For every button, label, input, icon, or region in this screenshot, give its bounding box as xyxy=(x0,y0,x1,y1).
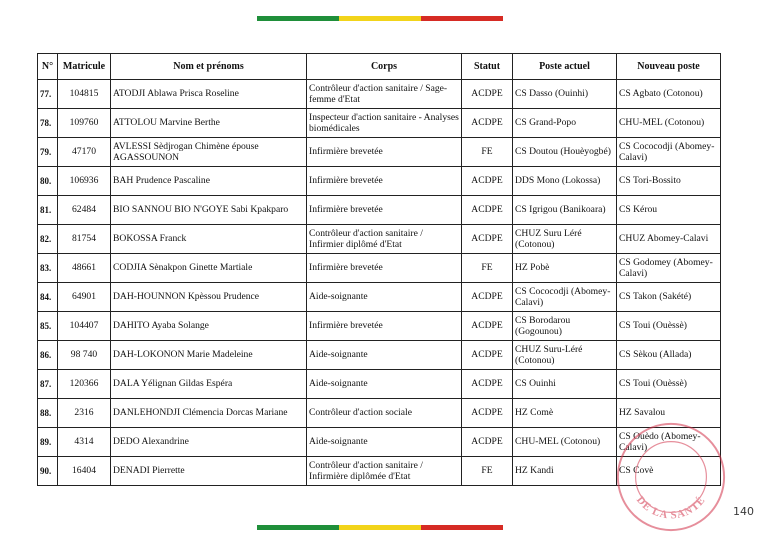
name-cell: BIO SANNOU BIO N'GOYE Sabi Kpakparo xyxy=(111,196,307,225)
name-cell: AVLESSI Sèdjrogan Chimène épouse AGASSOUNON xyxy=(111,138,307,167)
new-post-cell: HZ Savalou xyxy=(617,399,721,428)
current-post-cell: CS Grand-Popo xyxy=(513,109,617,138)
statut-cell: ACDPE xyxy=(462,80,513,109)
new-post-cell: CHUZ Abomey-Calavi xyxy=(617,225,721,254)
matricule-cell: 62484 xyxy=(58,196,111,225)
name-cell: DAHITO Ayaba Solange xyxy=(111,312,307,341)
row-number: 88. xyxy=(38,399,58,428)
new-post-cell: CS Agbato (Cotonou) xyxy=(617,80,721,109)
statut-cell: FE xyxy=(462,457,513,486)
current-post-cell: CS Ouinhi xyxy=(513,370,617,399)
row-number: 87. xyxy=(38,370,58,399)
row-number: 86. xyxy=(38,341,58,370)
statut-cell: ACDPE xyxy=(462,399,513,428)
name-cell: DAH-HOUNNON Kpèssou Prudence xyxy=(111,283,307,312)
flag-yellow xyxy=(339,16,421,21)
current-post-cell: CS Igrigou (Banikoara) xyxy=(513,196,617,225)
name-cell: DEDO Alexandrine xyxy=(111,428,307,457)
table-row xyxy=(38,109,721,138)
statut-cell: ACDPE xyxy=(462,167,513,196)
matricule-cell: 81754 xyxy=(58,225,111,254)
matricule-cell: 47170 xyxy=(58,138,111,167)
current-post-cell: HZ Comè xyxy=(513,399,617,428)
row-number: 81. xyxy=(38,196,58,225)
corps-cell: Infirmière brevetée xyxy=(307,312,462,341)
new-post-cell: CS Toui (Ouèssè) xyxy=(617,312,721,341)
header-statut: Statut xyxy=(462,54,513,80)
corps-cell: Infirmière brevetée xyxy=(307,196,462,225)
row-number: 82. xyxy=(38,225,58,254)
new-post-cell: CS Takon (Sakété) xyxy=(617,283,721,312)
header-poste-actuel: Poste actuel xyxy=(513,54,617,80)
name-cell: BAH Prudence Pascaline xyxy=(111,167,307,196)
flag-red xyxy=(421,525,503,530)
row-number: 84. xyxy=(38,283,58,312)
table-row xyxy=(38,312,721,341)
new-post-cell: CS Godomey (Abomey-Calavi) xyxy=(617,254,721,283)
table-row xyxy=(38,138,721,167)
row-number: 85. xyxy=(38,312,58,341)
table-row xyxy=(38,283,721,312)
flag-red xyxy=(421,16,503,21)
table-row xyxy=(38,80,721,109)
matricule-cell: 98 740 xyxy=(58,341,111,370)
statut-cell: ACDPE xyxy=(462,225,513,254)
statut-cell: ACDPE xyxy=(462,428,513,457)
matricule-cell: 48661 xyxy=(58,254,111,283)
new-post-cell: CS Ouèdo (Abomey-Calavi) xyxy=(617,428,721,457)
corps-cell: Aide-soignante xyxy=(307,341,462,370)
corps-cell: Infirmière brevetée xyxy=(307,138,462,167)
current-post-cell: HZ Pobè xyxy=(513,254,617,283)
matricule-cell: 104407 xyxy=(58,312,111,341)
current-post-cell: CHU-MEL (Cotonou) xyxy=(513,428,617,457)
flag-green xyxy=(257,525,339,530)
matricule-cell: 104815 xyxy=(58,80,111,109)
corps-cell: Aide-soignante xyxy=(307,283,462,312)
matricule-cell: 4314 xyxy=(58,428,111,457)
row-number: 83. xyxy=(38,254,58,283)
name-cell: DENADI Pierrette xyxy=(111,457,307,486)
matricule-cell: 16404 xyxy=(58,457,111,486)
current-post-cell: CS Dasso (Ouinhi) xyxy=(513,80,617,109)
page-number: 140 xyxy=(733,505,754,518)
current-post-cell: DDS Mono (Lokossa) xyxy=(513,167,617,196)
name-cell: DALA Yélignan Gildas Espéra xyxy=(111,370,307,399)
matricule-cell: 64901 xyxy=(58,283,111,312)
row-number: 80. xyxy=(38,167,58,196)
statut-cell: ACDPE xyxy=(462,283,513,312)
row-number: 89. xyxy=(38,428,58,457)
table-row xyxy=(38,196,721,225)
new-post-cell: CS Tori-Bossito xyxy=(617,167,721,196)
stamp-text: DE LA SANTÉ xyxy=(633,494,709,522)
current-post-cell: CS Borodarou (Gogounou) xyxy=(513,312,617,341)
corps-cell: Aide-soignante xyxy=(307,428,462,457)
corps-cell: Infirmière brevetée xyxy=(307,254,462,283)
matricule-cell: 2316 xyxy=(58,399,111,428)
table-row xyxy=(38,370,721,399)
corps-cell: Contrôleur d'action sociale xyxy=(307,399,462,428)
new-post-cell: CS Sèkou (Allada) xyxy=(617,341,721,370)
corps-cell: Inspecteur d'action sanitaire - Analyses biomédicales xyxy=(307,109,462,138)
flag-yellow xyxy=(339,525,421,530)
statut-cell: ACDPE xyxy=(462,370,513,399)
header-corps: Corps xyxy=(307,54,462,80)
new-post-cell: CS Kérou xyxy=(617,196,721,225)
header-matricule: Matricule xyxy=(58,54,111,80)
current-post-cell: CHUZ Suru Léré (Cotonou) xyxy=(513,225,617,254)
corps-cell: Contrôleur d'action sanitaire / Infirmier diplômé d'Etat xyxy=(307,225,462,254)
table-row xyxy=(38,254,721,283)
row-number: 90. xyxy=(38,457,58,486)
name-cell: DANLEHONDJI Clémencia Dorcas Mariane xyxy=(111,399,307,428)
flag-green xyxy=(257,16,339,21)
header-num: N° xyxy=(38,54,58,80)
statut-cell: ACDPE xyxy=(462,196,513,225)
statut-cell: ACDPE xyxy=(462,312,513,341)
corps-cell: Contrôleur d'action sanitaire / Infirmière diplômée d'Etat xyxy=(307,457,462,486)
corps-cell: Infirmière brevetée xyxy=(307,167,462,196)
row-number: 78. xyxy=(38,109,58,138)
table-row xyxy=(38,341,721,370)
new-post-cell: CHU-MEL (Cotonou) xyxy=(617,109,721,138)
name-cell: DAH-LOKONON Marie Madeleine xyxy=(111,341,307,370)
name-cell: BOKOSSA Franck xyxy=(111,225,307,254)
name-cell: ATTOLOU Marvine Berthe xyxy=(111,109,307,138)
header-nouveau-poste: Nouveau poste xyxy=(617,54,721,80)
matricule-cell: 120366 xyxy=(58,370,111,399)
header-nom: Nom et prénoms xyxy=(111,54,307,80)
official-stamp xyxy=(612,418,730,536)
corps-cell: Aide-soignante xyxy=(307,370,462,399)
table-header-row xyxy=(38,54,721,80)
row-number: 79. xyxy=(38,138,58,167)
row-number: 77. xyxy=(38,80,58,109)
current-post-cell: CS Doutou (Houèyogbé) xyxy=(513,138,617,167)
statut-cell: FE xyxy=(462,254,513,283)
statut-cell: FE xyxy=(462,138,513,167)
statut-cell: ACDPE xyxy=(462,109,513,138)
new-post-cell: CS Toui (Ouèssè) xyxy=(617,370,721,399)
matricule-cell: 109760 xyxy=(58,109,111,138)
statut-cell: ACDPE xyxy=(462,341,513,370)
new-post-cell: CS Covè xyxy=(617,457,721,486)
name-cell: CODJIA Sènakpon Ginette Martiale xyxy=(111,254,307,283)
flag-stripe-bottom xyxy=(257,525,503,530)
current-post-cell: HZ Kandi xyxy=(513,457,617,486)
table-row xyxy=(38,225,721,254)
name-cell: ATODJI Ablawa Prisca Roseline xyxy=(111,80,307,109)
table-row xyxy=(38,167,721,196)
matricule-cell: 106936 xyxy=(58,167,111,196)
new-post-cell: CS Cococodji (Abomey-Calavi) xyxy=(617,138,721,167)
current-post-cell: CHUZ Suru-Léré (Cotonou) xyxy=(513,341,617,370)
current-post-cell: CS Cococodji (Abomey-Calavi) xyxy=(513,283,617,312)
corps-cell: Contrôleur d'action sanitaire / Sage-femme d'Etat xyxy=(307,80,462,109)
flag-stripe-top xyxy=(257,16,503,21)
svg-text:DE LA SANTÉ xyxy=(634,494,708,521)
